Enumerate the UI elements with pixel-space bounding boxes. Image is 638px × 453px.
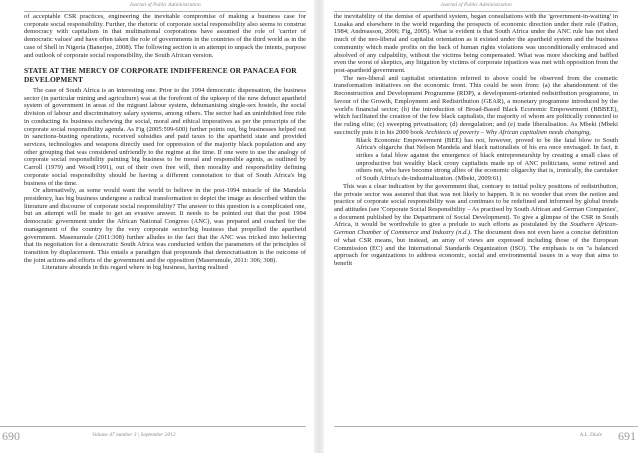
left-page [0,0,314,453]
right-page-body [334,13,618,423]
intro-paragraph: of acceptable CSR practices, engineering the inevitable compromise of making a business case for corporate social responsibility. Further, the rhetoric of corporate social responsibility also seems to construe democracy with capitalism in that multinational corporations have assumed the role of 'carrier of democratic values' and have often taken the role of governments in the countries of the third world as in the case of Shell in Nigeria (Banerjee, 2008). The following section is an attempt to unpack the intents, purpose and outlook of corporate social responsibility, the South African version. [24,13,306,59]
body-paragraph: Literature abounds in this regard where in big business, having realised [42,264,228,272]
book-title: Architects of poverty – Why African capitalism needs changing [425,128,590,136]
page-number: 691 [618,429,636,443]
paragraph-text: This was a clear indication by the government that, contrary to initial policy positions of redistribution, the private sector was assured that that was not likely to happen. It is no wonder that even the notion and practice of corporate social responsibility was and continues to be redefined and informed by global trends and attitudes (see 'Corporate Social Responsibility – As practised by South African and German Companies', a document published by the Department of Social Development). To give a glimpse of the CSR in South Africa, it would be worthwhile to give a prelude to such efforts as postulated by the [334,182,618,229]
section-heading: STATE AT THE MERCY OF CORPORATE INDIFFERENCE OR PANACEA FOR DEVELOPMENT [24,66,297,84]
paragraph-text: , [589,128,591,136]
right-page [324,0,638,453]
page-footer [334,426,638,445]
paragraph-text: The neo-liberal and capitalist orientation referred to above could be observed from the cosmetic transformation initiatives on the economic front. This could be seen from: (a) the abandonment of the Reconstruction and Development Programme (RDP), a development-oriented redistribution programme, in favour of the Growth, Employment and Redistribution (GEAR), a monetary programme introduced by the world's financial sector; (b) the introduction of Broad-Based Black Economic Empowerment (BBBEE), which facilitated the creation of the few black capitalists, the majority of whom are politically connected to the ruling elite; (c) sweeping privatisation; (d) deregulation; and (e) trade liberalisation. As Mbeki (Mbeki succinctly puts it in his 2009 book [334,74,618,136]
running-head: Journal of Public Administration [24,0,306,12]
page-number: 690 [2,429,20,443]
journal-volume: Volume 47 number 3 | September 2012 [92,432,176,438]
paragraph-text: . The document does not even have a concise definition of what CSR means, but instead, an array of views are expressed including those of the European Commission (EC) and the International Standards Organization (ISO). The emphasis is on "a balanced approach for organizations to address economic, social and environmental issues in a way that aims to benefit [334,229,618,267]
page-footer [0,426,306,445]
body-paragraph [334,183,618,268]
organization-name: Southern African-German Chamber of Commerce and Industry (n.d.) [334,221,618,237]
body-paragraph: Or alternatively, as some would want the world to believe in the post-1994 miracle of the Mandela presidency, has big business undergone a radical transformation to depict the image as described within the literature and discourse of corporate social responsibility? The answer to this question is a complicated one, but an attempt will be made to get an evasive answer. It needs to be pointed out that the post 1994 democratic government under the African National Congress (ANC), was prepared and coached for the management of the country by the very corporate sector/big business that propelled the apartheid government. Masenumule (2011:308) further alludes to the fact that the ANC was tricked into believing that its negotiation for a democratic South Africa was conducted within the parameters of the principles of transition by displacement. This entails a paradigm that propounds that democratisation is the outcome of the joint actions and efforts of the government and the opposition (Maserumule, 2011: 306; 308). [24,187,306,264]
running-head: Journal of Public Administration [334,0,618,12]
body-paragraph [334,75,618,137]
block-quote: Black Economic Empowerment (BEE) has not, however, proved to be the fatal blow to South Africa's oligarchs that Nelson Mandela and black nationalists of his era once envisaged. In fact, it strikes a fatal blow against the emergence of black entrepreneurship by creating a small class of unproductive but wealthy black crony capitalists made up of ANC politicians, some retired and others not, who have become strong allies of the economic oligarchy that is, ironically, the caretaker of South Africa's de-industrialization. (Mbeki, 2009:61) [356,136,618,183]
left-page-body [24,13,306,423]
body-paragraph: the inevitability of the demise of apartheid system, began consultations with the 'government-in-waiting' in Lusaka and elsewhere in the world regarding the prospects of economic direction under their rule (Fatton, 1984; Andreasson, 2006; Fig, 2005). What is evident is that South Africa under the ANC rule has not shed much of the neo-liberal and capitalist orientation as it existed under the apartheid system and the business community which made profits on the back of human rights violations was unconditionally embraced and absolved of any culpability, without the victims being compensated. What was more shocking and baffled even the worst of skeptics, any litigation by victims of corporate injustices was met with opposition from the post-apartheid government. [334,13,618,75]
book-gutter [314,0,324,453]
body-paragraph: The case of South Africa is an interesting one. Prior to the 1994 democratic dispensation, the business sector (in particular mining and agriculture) was at the forefront of the upkeep of the now defunct apartheid system of government in areas of the migrant labour system, dehumanising single-sex hostels, the social division of labour and discriminatory salary systems, among others. The sector had an uninhibited free ride in conducting its business eschewing the social, moral and ethical imperatives as per the prescripts of the corporate social responsibility agenda. As Fig (2005:599-600) further points out, big businesses helped out in sanctions-busting operations, received subsidies and paid taxes to the apartheid state and provided services, technologies and weapons directly used for oppression of the majority black population and any other grouping that was considered unfriendly to the regime at the time. If one were to use the analogy of corporate social responsibility painting big business to be moral and responsible agents, as outlined by Carroll (1979) and Wood(1991), out of their own free will, then morality and responsibility defining corporate social responsibility should be having a different connotation to that of South Africa's big business of the time. [24,86,306,187]
author-name: A.L. Diale [579,432,602,438]
